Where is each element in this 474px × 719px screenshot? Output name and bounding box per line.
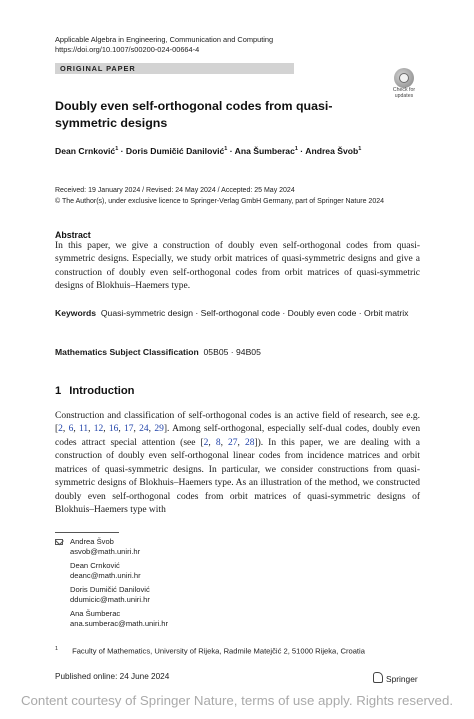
text-run: ]). In this paper, we are dealing with a construction of doubly even self-orthogonal linear codes from incidence matrices and orbit matrices of quasi-symmetric designs. In particular, we consider constructions from quasi-symmetric designs of Blokhuis–Haemers type. As an illustration of the method, we constructed doubly even self-orthogonal codes from orbit matrices of quasi-symmetric designs of Blokhuis–Haemers type with [55,437,420,516]
citation-link[interactable]: 27 [228,437,238,448]
affiliation-mark: 1 [115,146,119,153]
separator: · [297,146,306,156]
affiliation-mark: 1 [224,146,228,153]
abstract-heading: Abstract [55,230,91,240]
citation-separator: , [62,424,69,435]
badge-line-1: Check for [392,87,416,93]
separator: · [118,146,126,156]
keywords [55,307,420,320]
check-updates-icon [394,68,414,88]
citation-separator: , [103,424,109,435]
publisher-name: Springer [386,674,418,684]
contact-email[interactable]: asvob@math.uniri.hr [70,547,141,556]
text-run: Construction and classification of self-orthogonal codes is an active field of research, see e.g. [ [55,411,420,435]
msc-codes: 05B05 · 94B05 [203,347,261,357]
contact-entry [55,585,168,605]
section-number: 1 [55,385,62,397]
affiliation [55,646,365,656]
watermark: Content courtesy of Springer Nature, terms of use apply. Rights reserved. [20,693,454,708]
published-date: Published online: 24 June 2024 [55,672,170,681]
citation-separator: , [208,437,216,448]
received-revised-accepted: Received: 19 January 2024 / Revised: 24 May 2024 / Accepted: 25 May 2024 [55,187,295,194]
affiliation-mark: 1 [294,146,298,153]
contact-name: Ana Šumberac [70,609,121,618]
contact-entry [55,537,168,557]
paper-title: Doubly even self-orthogonal codes from quasi-symmetric designs [55,99,333,130]
citation-separator: , [73,424,79,435]
citation-link[interactable]: 6 [68,424,74,435]
journal-header [55,35,273,55]
affiliation-mark: 1 [358,146,362,153]
citation-link[interactable]: 2 [203,437,209,448]
citation-separator: , [237,437,245,448]
contact-name: Andrea Švob [70,537,114,546]
text-run: ]. Among self-orthogonal, especially self-dual codes, doubly even codes attract special attention (see [ [55,424,421,448]
check-for-updates-badge[interactable] [389,68,419,100]
citation-group [204,438,255,448]
affiliation-number: 1 [55,646,59,652]
msc [55,347,261,357]
springer-horse-icon [373,672,383,683]
citation-separator: , [133,424,140,435]
section-heading [55,385,134,397]
section-title: Introduction [69,385,135,397]
citation-link[interactable]: 29 [154,424,164,435]
citation-link[interactable]: 12 [93,424,104,435]
citation-group [58,424,164,434]
citation-link[interactable]: 16 [108,424,119,435]
contact-email[interactable]: ana.sumberac@math.uniri.hr [70,619,169,628]
contact-name: Doris Dumičić Danilović [70,585,150,594]
author-contacts [55,537,168,633]
author-name[interactable]: Ana Šumberac [234,146,295,156]
badge-line-2: updates [394,92,414,99]
envelope-icon [55,539,63,545]
citation-link[interactable]: 8 [215,437,221,448]
msc-label: Mathematics Subject Classification [55,347,199,357]
separator: · [227,146,235,156]
keywords-label: Keywords [55,308,97,318]
citation-link[interactable]: 24 [139,424,149,435]
citation-separator: , [118,424,125,435]
citation-link[interactable]: 2 [58,424,63,435]
citation-separator: , [148,424,155,435]
citation-link[interactable]: 11 [78,424,89,435]
contact-entry [55,609,168,629]
citation-link[interactable]: 28 [244,437,255,448]
citation-separator: , [88,424,94,435]
keywords-text: Quasi-symmetric design · Self-orthogonal code · Doubly even code · Orbit matrix [100,308,409,318]
author-name[interactable]: Doris Dumičić Danilović [125,146,225,156]
article-type-label: ORIGINAL PAPER [60,64,136,73]
footnote-divider [55,532,119,533]
copyright-line: © The Author(s), under exclusive licence to Springer-Verlag GmbH Germany, part of Springer Nature 2024 [55,197,384,205]
affiliation-text: Faculty of Mathematics, University of Rijeka, Radmile Matejčić 2, 51000 Rijeka, Croatia [72,646,365,656]
journal-name: Applicable Algebra in Engineering, Communication and Computing [55,35,274,44]
publisher-logo[interactable] [373,672,418,684]
contact-email[interactable]: ddumicic@math.uniri.hr [70,595,150,604]
citation-link[interactable]: 17 [124,424,134,435]
citation-separator: , [220,437,229,448]
contact-email[interactable]: deanc@math.uniri.hr [70,571,141,580]
contact-entry [55,561,168,581]
contact-name: Dean Crnković [70,561,120,570]
author-name[interactable]: Dean Crnković [55,146,116,156]
abstract-text: In this paper, we give a construction of doubly even self-orthogonal codes from quasi-symmetric designs. Especially, we study orbit matrices of quasi-symmetric designs and give a construction of doubly even self-orthogonal codes from orbit matrices of quasi-symmetric designs of Blokhuis–Haemers type. [55,241,420,292]
doi-link[interactable]: https://doi.org/10.1007/s00200-024-00664-4 [55,45,200,54]
author-list [55,146,361,156]
history-dates [55,186,384,207]
author-name[interactable]: Andrea Švob [305,146,359,156]
intro-paragraph [55,410,420,518]
